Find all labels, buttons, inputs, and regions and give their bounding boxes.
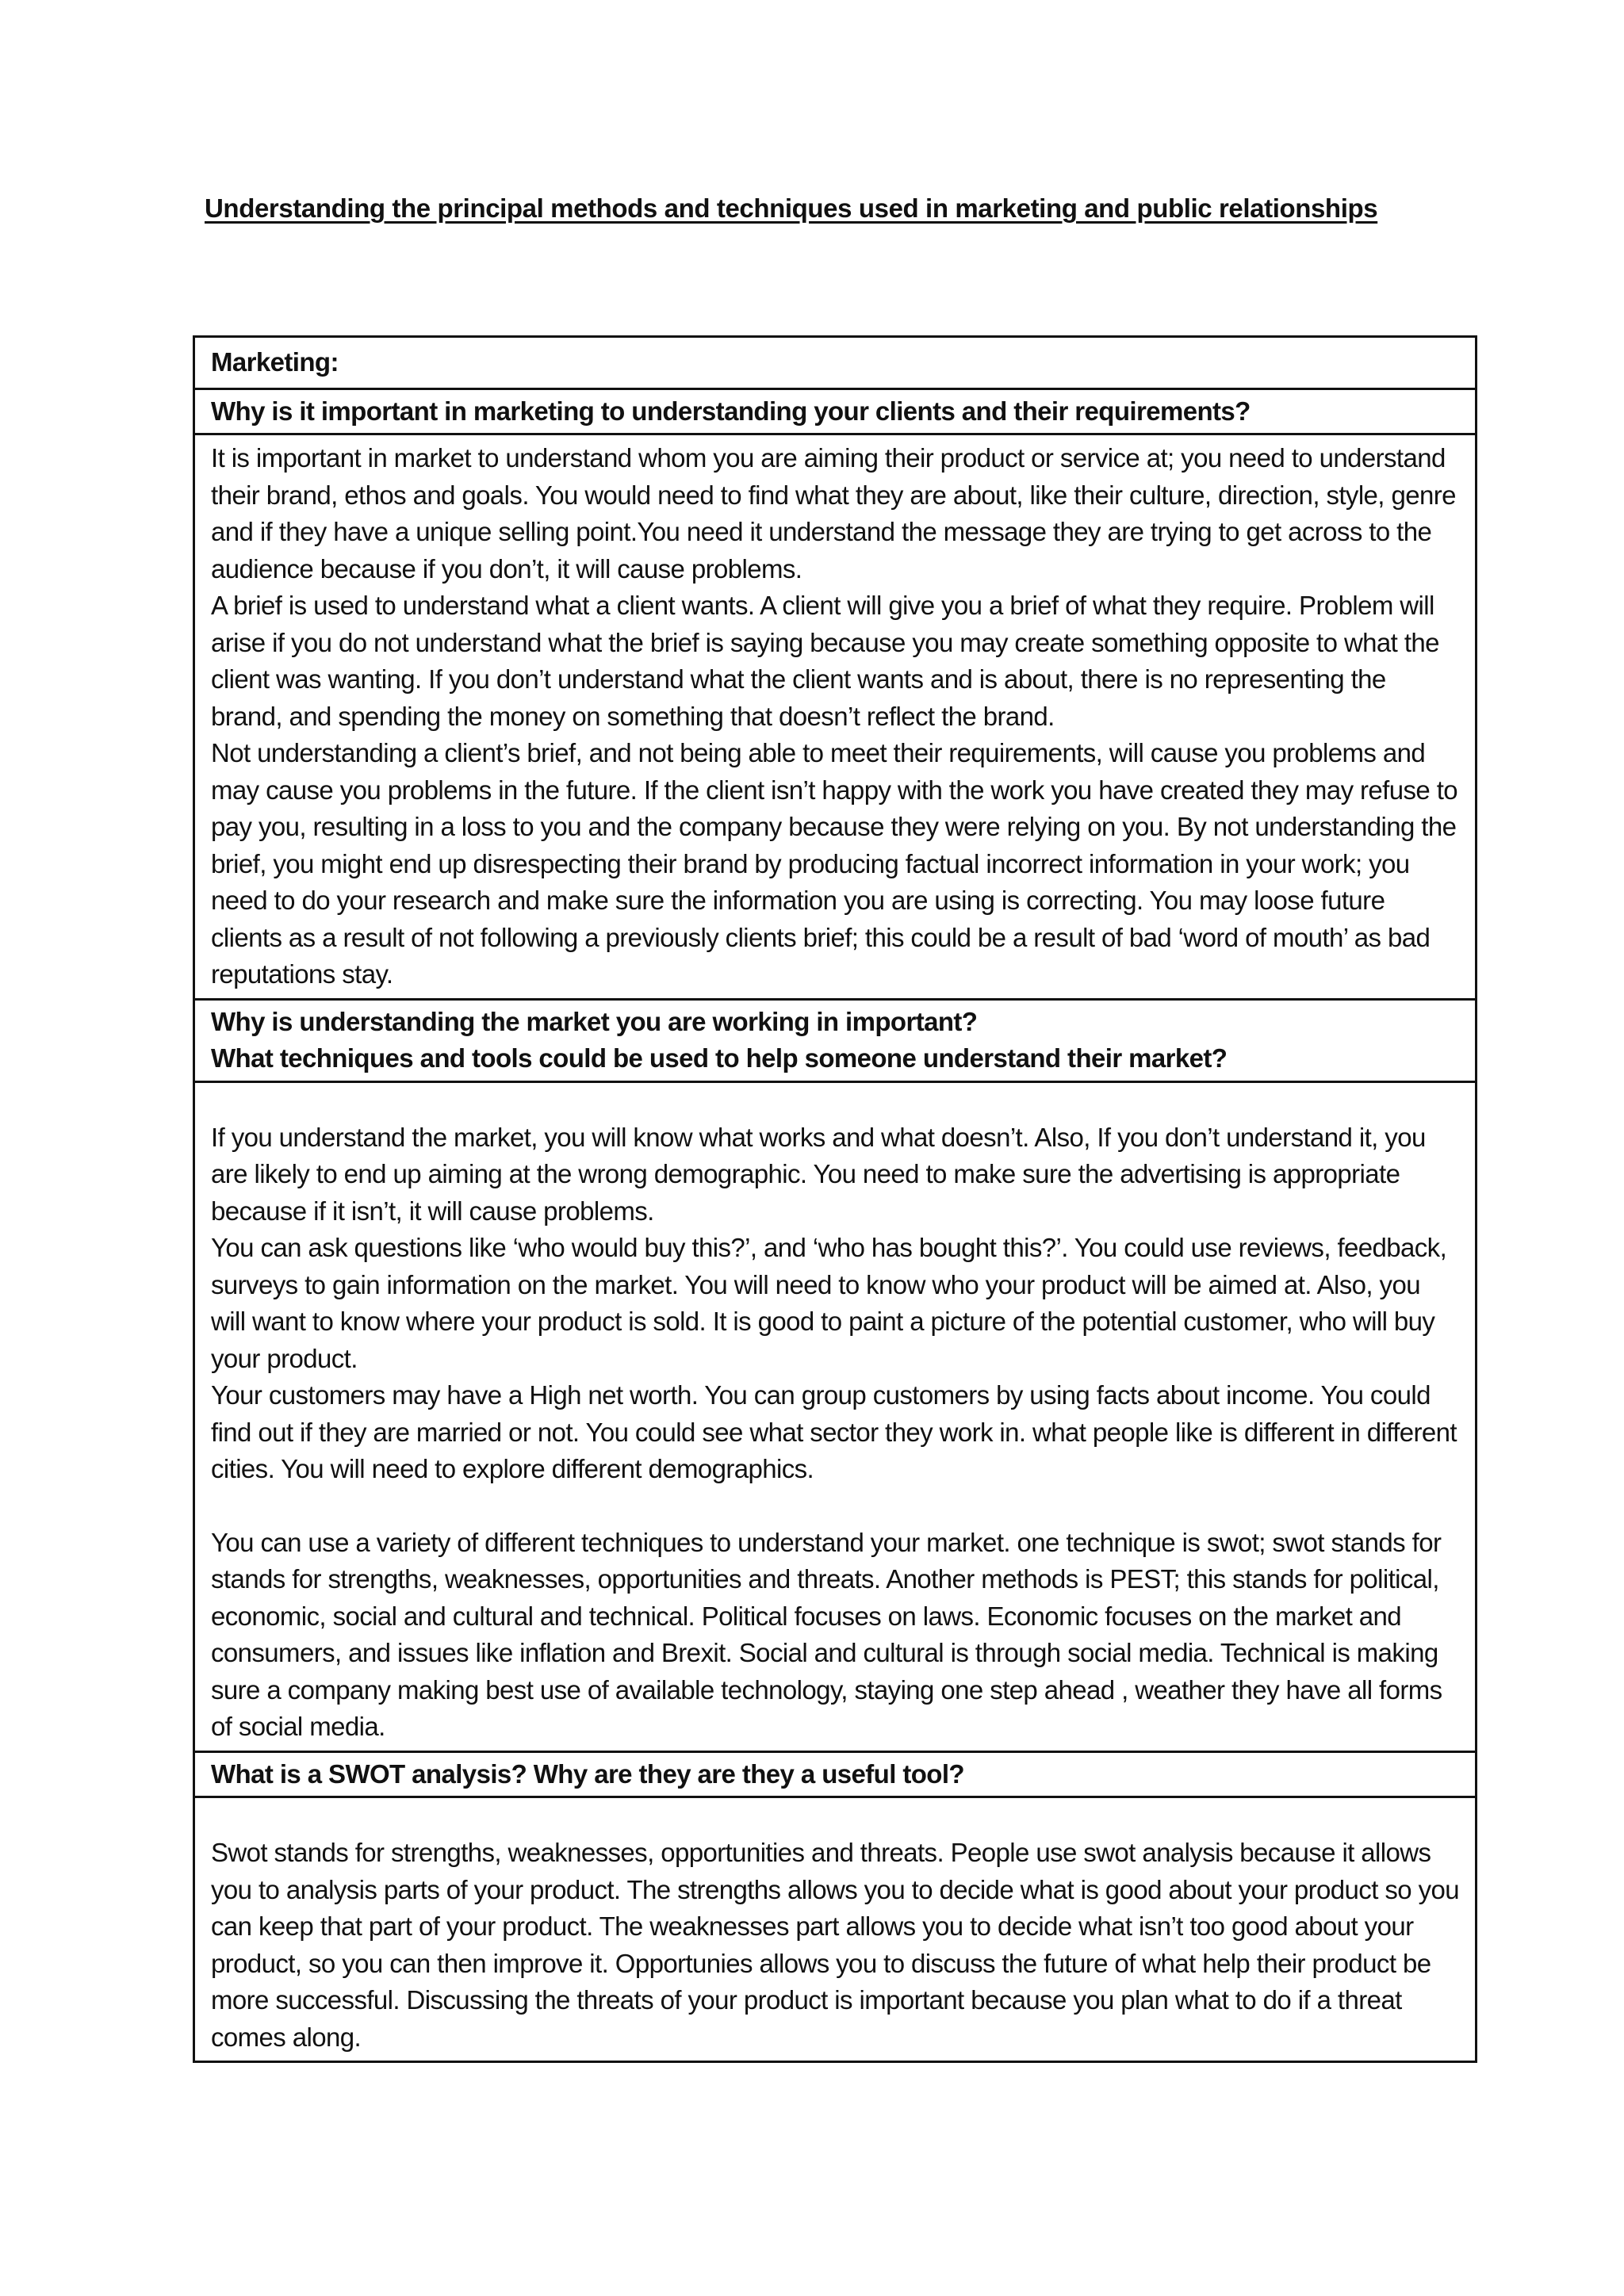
table-row: [194, 1751, 1477, 1797]
table-row: [194, 1081, 1477, 1751]
marketing-table: [193, 335, 1477, 2063]
table-row: [194, 1797, 1477, 2062]
page-title: Understanding the principal methods and techniques used in marketing and public relationships: [205, 193, 1378, 223]
answer-1-cell: [194, 434, 1477, 1000]
question-1-heading: Why is it important in marketing to understanding your clients and their requirements?: [194, 388, 1477, 434]
answer-2-paragraph: You can ask questions like ‘who would buy this?’, and ‘who has bought this?’. You could use reviews, feedback, surveys to gain information on the market. You will need to know who your product will be aimed at. Also, you will want to know where your product is sold. It is good to paint a picture of the potential customer, who will buy your product.: [211, 1233, 1447, 1373]
answer-2-cell: [194, 1081, 1477, 1751]
table-row: [194, 337, 1477, 389]
answer-3-paragraph: Swot stands for strengths, weaknesses, opportunities and threats. People use swot analysis because it allows you to analysis parts of your product. The strengths allows you to decide what is good about your product so you can keep that part of your product. The weaknesses part allows you to decide what isn’t too good about your product, so you can then improve it. Opportunies allows you to discuss the future of what help their product be more successful. Discussing the threats of your product is important because you plan what to do if a threat comes along.: [211, 1838, 1459, 2052]
answer-1-paragraph: It is important in market to understand whom you are aiming their product or service at; you need to understand their brand, ethos and goals. You would need to find what they are about, like their culture, direction, style, genre and if they have a unique selling point.You need it understand the message they are trying to get across to the audience because if you don’t, it will cause problems.: [211, 443, 1456, 584]
answer-2-paragraph: You can use a variety of different techniques to understand your market. one technique is swot; swot stands for stands for strengths, weaknesses, opportunities and threats. Another methods is PEST; this stands for political, economic, social and cultural and technical. Political focuses on laws. Economic focuses on the market and consumers, and issues like inflation and Brexit. Social and cultural is through social media. Technical is making sure a company making best use of available technology, staying one step ahead , weather they have all forms of social media.: [211, 1527, 1442, 1741]
paragraph-spacer: [211, 1488, 1461, 1525]
question-2-line-2: What techniques and tools could be used to help someone understand their market?: [211, 1043, 1228, 1073]
answer-1-paragraph: A brief is used to understand what a client wants. A client will give you a brief of what they require. Problem will arise if you do not understand what the brief is saying because you may create something opposite to what the client was wanting. If you don’t understand what the client wants and is about, there is no representing the brand, and spending the money on something that doesn’t reflect the brand.: [211, 591, 1439, 731]
question-3-heading: What is a SWOT analysis? Why are they are they a useful tool?: [194, 1751, 1477, 1797]
answer-1-paragraph: Not understanding a client’s brief, and not being able to meet their requirements, will cause you problems and may cause you problems in the future. If the client isn’t happy with the work you have created they may refuse to pay you, resulting in a loss to you and the company because they were relying on you. By not understanding the brief, you might end up disrespecting their brand by producing factual incorrect information in your work; you need to do your research and make sure the information you are using is correcting. You may loose future clients as a result of not following a previously clients brief; this could be a result of bad ‘word of mouth’ as bad reputations stay.: [211, 738, 1458, 989]
table-row: [194, 388, 1477, 434]
answer-3-cell: [194, 1797, 1477, 2062]
table-row: [194, 999, 1477, 1081]
question-2-line-1: Why is understanding the market you are working in important?: [211, 1006, 978, 1036]
answer-2-paragraph: If you understand the market, you will know what works and what doesn’t. Also, If you don’t understand it, you are likely to end up aiming at the wrong demographic. You need to make sure the advertising is appropriate because if it isn’t, it will cause problems.: [211, 1122, 1426, 1226]
answer-2-paragraph: Your customers may have a High net worth. You can group customers by using facts about income. You could find out if they are married or not. You could see what sector they work in. what people like is different in different cities. You will need to explore different demographics.: [211, 1380, 1457, 1483]
table-row: [194, 434, 1477, 1000]
section-heading: Marketing:: [194, 337, 1477, 389]
question-2-heading: [194, 999, 1477, 1081]
